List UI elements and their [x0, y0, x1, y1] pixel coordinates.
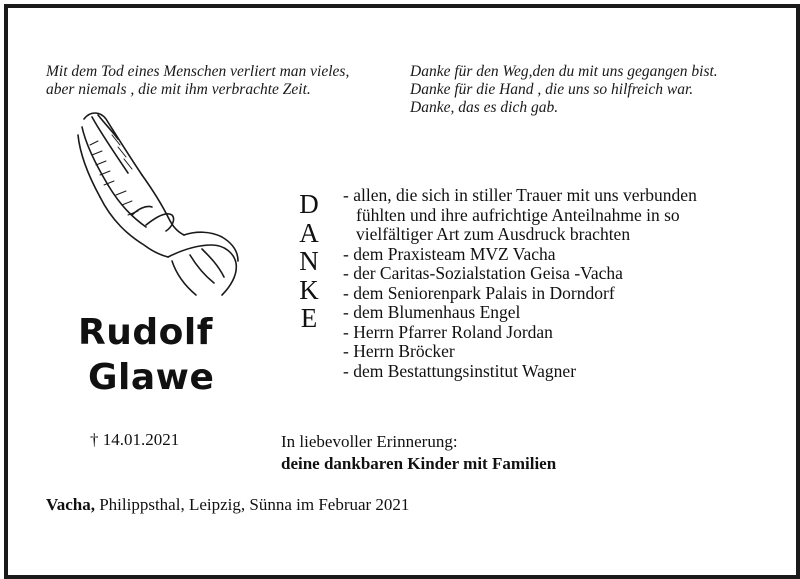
thanks-line: - dem Bestattungsinstitut Wagner: [343, 360, 577, 381]
deceased-first-name: Rudolf: [78, 312, 213, 353]
thanks-line: - der Caritas-Sozialstation Geisa -Vacha: [343, 263, 623, 283]
memory-block: [281, 431, 556, 475]
quote-right-line: Danke, das es dich gab.: [410, 99, 559, 116]
thanks-list: [343, 186, 697, 381]
place-rest: Philippsthal, Leipzig, Sünna im Februar 2021: [94, 495, 410, 514]
memory-signature: deine dankbaren Kinder mit Familien: [281, 454, 557, 473]
quote-right: [410, 63, 718, 117]
thanks-line: - Herrn Bröcker: [343, 341, 455, 361]
quote-left: [46, 63, 349, 99]
danke-letter: N: [299, 246, 319, 276]
place-line: [46, 495, 409, 515]
danke-letter: D: [299, 189, 319, 219]
thanks-line: - dem Seniorenpark Palais in Dorndorf: [343, 282, 615, 303]
praying-hands-icon: [72, 105, 242, 305]
quote-left-line: Mit dem Tod eines Menschen verliert man vieles,: [46, 63, 350, 80]
danke-letter: A: [299, 217, 319, 248]
death-date: † 14.01.2021: [90, 430, 180, 449]
memory-intro: In liebevoller Erinnerung:: [281, 432, 458, 451]
quote-left-line: aber niemals , die mit ihm verbrachte Zeit.: [46, 81, 311, 98]
quote-right-line: Danke für den Weg,den du mit uns gegangen bist.: [410, 63, 718, 80]
thanks-line: vielfältiger Art zum Ausdruck brachten: [356, 224, 631, 244]
thanks-line: - Herrn Pfarrer Roland Jordan: [343, 321, 553, 342]
danke-vertical-word: [292, 190, 326, 333]
place-main: Vacha,: [46, 495, 95, 514]
quote-right-line: Danke für die Hand , die uns so hilfreich war.: [410, 81, 694, 98]
thanks-line: - dem Praxisteam MVZ Vacha: [343, 243, 556, 264]
thanks-line: - dem Blumenhaus Engel: [343, 302, 521, 322]
danke-letter: K: [299, 274, 319, 305]
danke-letter: E: [300, 303, 318, 333]
thanks-line: fühlten und ihre aufrichtige Anteilnahme in so: [356, 204, 680, 225]
deceased-last-name: Glawe: [88, 357, 215, 398]
thanks-line: - allen, die sich in stiller Trauer mit uns verbunden: [343, 185, 697, 205]
